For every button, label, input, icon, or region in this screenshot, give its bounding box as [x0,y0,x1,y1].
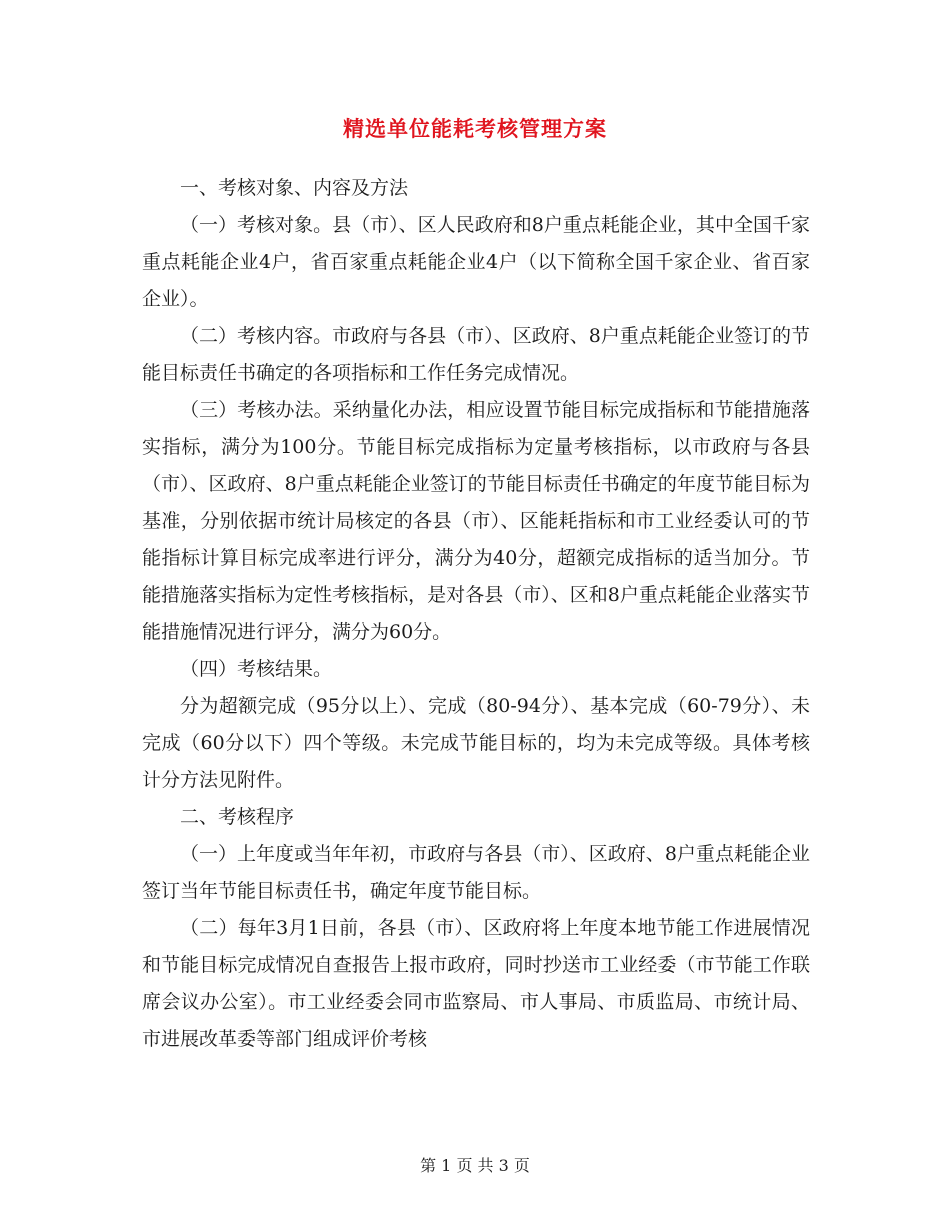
paragraph: （三）考核办法。采纳量化办法，相应设置节能目标完成指标和节能措施落实指标，满分为100分。节能目标完成指标为定量考核指标，以市政府与各县（市）、区政府、8户重点耗能企业签订的节能目标责任书确定的年度节能目标为基准，分别依据市统计局核定的各县（市）、区能耗指标和市工业经委认可的节能指标计算目标完成率进行评分，满分为40分，超额完成指标的适当加分。节能措施落实指标为定性考核指标，是对各县（市）、区和8户重点耗能企业落实节能措施情况进行评分，满分为60分。 [142,399,810,643]
paragraph: （一）上年度或当年年初，市政府与各县（市）、区政府、8户重点耗能企业签订当年节能目标责任书，确定年度节能目标。 [142,843,810,902]
section-heading: 一、考核对象、内容及方法 [180,177,409,199]
paragraph: （四）考核结果。 [180,658,333,680]
document-body [142,170,810,1058]
paragraph: （一）考核对象。县（市）、区人民政府和8户重点耗能企业，其中全国千家重点耗能企业4户，省百家重点耗能企业4户（以下简称全国千家企业、省百家企业）。 [142,214,810,310]
section-heading: 二、考核程序 [180,806,295,828]
paragraph: （二）每年3月1日前，各县（市）、区政府将上年度本地节能工作进展情况和节能目标完成情况自查报告上报市政府，同时抄送市工业经委（市节能工作联席会议办公室）。市工业经委会同市监察局、市人事局、市质监局、市统计局、市进展改革委等部门组成评价考核 [142,917,810,1050]
paragraph: （二）考核内容。市政府与各县（市）、区政府、8户重点耗能企业签订的节能目标责任书确定的各项指标和工作任务完成情况。 [142,325,810,384]
document-title: 精选单位能耗考核管理方案 [343,116,607,141]
page-indicator: 第 1 页 共 3 页 [420,1156,530,1175]
paragraph: 分为超额完成（95分以上）、完成（80-94分）、基本完成（60-79分）、未完成（60分以下）四个等级。未完成节能目标的，均为未完成等级。具体考核计分方法见附件。 [142,695,810,791]
